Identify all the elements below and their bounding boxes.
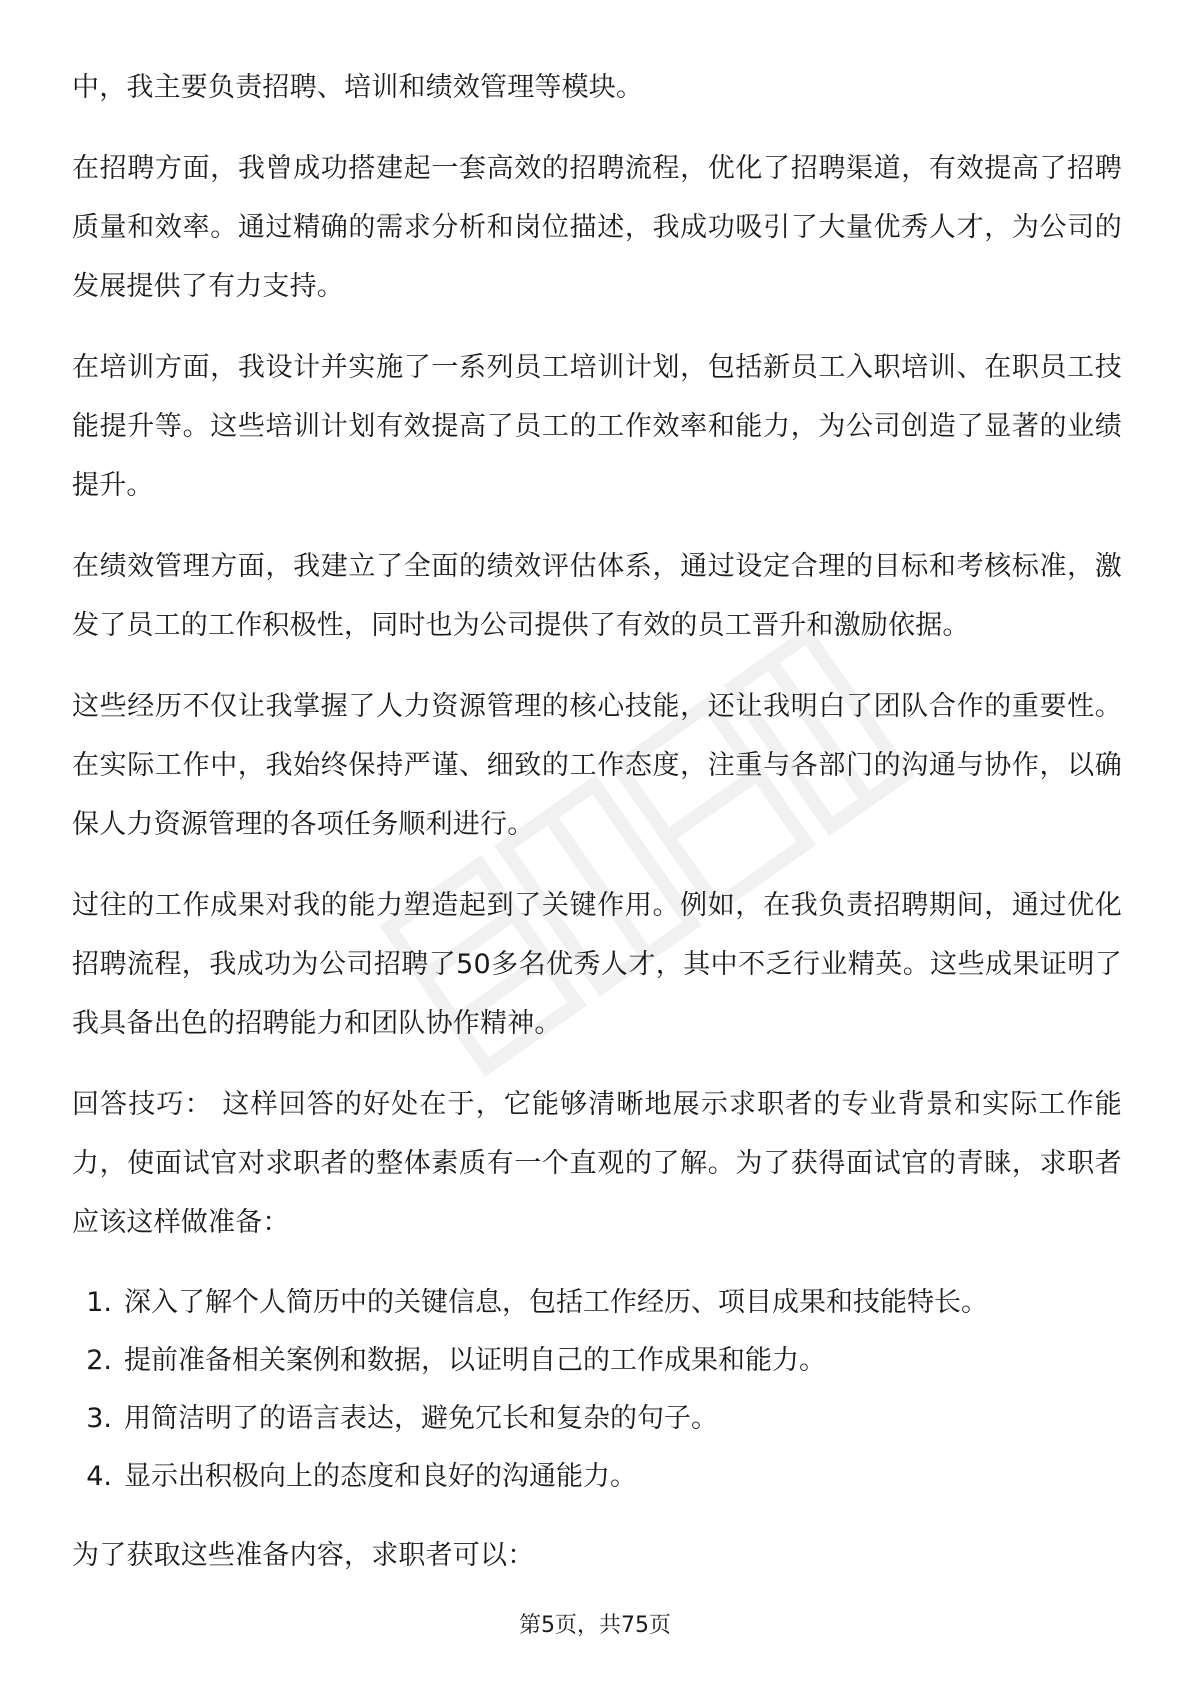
- list-item: [72, 1274, 1122, 1332]
- list-item-number: 3.: [86, 1403, 112, 1434]
- paragraph-performance: 在绩效管理方面，我建立了全面的绩效评估体系，通过设定合理的目标和考核标准，激发了员工的工作积极性，同时也为公司提供了有效的员工晋升和激励依据。: [72, 551, 1122, 641]
- list-item: [72, 1332, 1122, 1390]
- page-footer: 第5页，共75页: [519, 1613, 671, 1638]
- list-item-text: 显示出积极向上的态度和良好的沟通能力。: [124, 1461, 637, 1492]
- paragraph-closing: 为了获取这些准备内容，求职者可以：: [72, 1540, 535, 1571]
- list-item-number: 2.: [86, 1345, 112, 1376]
- paragraph-achievements: 过往的工作成果对我的能力塑造起到了关键作用。例如，在我负责招聘期间，通过优化招聘流程，我成功为公司招聘了50多名优秀人才，其中不乏行业精英。这些成果证明了我具备出色的招聘能力和团队协作精神。: [72, 890, 1122, 1039]
- paragraph-experience: 这些经历不仅让我掌握了人力资源管理的核心技能，还让我明白了团队合作的重要性。在实际工作中，我始终保持严谨、细致的工作态度，注重与各部门的沟通与协作，以确保人力资源管理的各项任务顺利进行。: [72, 691, 1122, 840]
- list-item-number: 4.: [86, 1461, 112, 1492]
- paragraph-intro: 中，我主要负责招聘、培训和绩效管理等模块。: [72, 72, 644, 103]
- list-item-text: 深入了解个人简历中的关键信息，包括工作经历、项目成果和技能特长。: [124, 1287, 988, 1318]
- paragraph-training: 在培训方面，我设计并实施了一系列员工培训计划，包括新员工入职培训、在职员工技能提升等。这些培训计划有效提高了员工的工作效率和能力，为公司创造了显著的业绩提升。: [72, 352, 1122, 501]
- preparation-list: [72, 1274, 1122, 1506]
- paragraph-recruitment: 在招聘方面，我曾成功搭建起一套高效的招聘流程，优化了招聘渠道，有效提高了招聘质量和效率。通过精确的需求分析和岗位描述，我成功吸引了大量优秀人才，为公司的发展提供了有力支持。: [72, 153, 1122, 302]
- list-item: [72, 1448, 1122, 1506]
- paragraph-tips: 回答技巧： 这样回答的好处在于，它能够清晰地展示求职者的专业背景和实际工作能力，使面试官对求职者的整体素质有一个直观的了解。为了获得面试官的青睐，求职者应该这样做准备：: [72, 1089, 1122, 1238]
- document-body: [72, 58, 1122, 1607]
- list-item-text: 用简洁明了的语言表达，避免冗长和复杂的句子。: [124, 1403, 718, 1434]
- list-item-number: 1.: [86, 1287, 112, 1318]
- list-item: [72, 1390, 1122, 1448]
- list-item-text: 提前准备相关案例和数据，以证明自己的工作成果和能力。: [124, 1345, 826, 1376]
